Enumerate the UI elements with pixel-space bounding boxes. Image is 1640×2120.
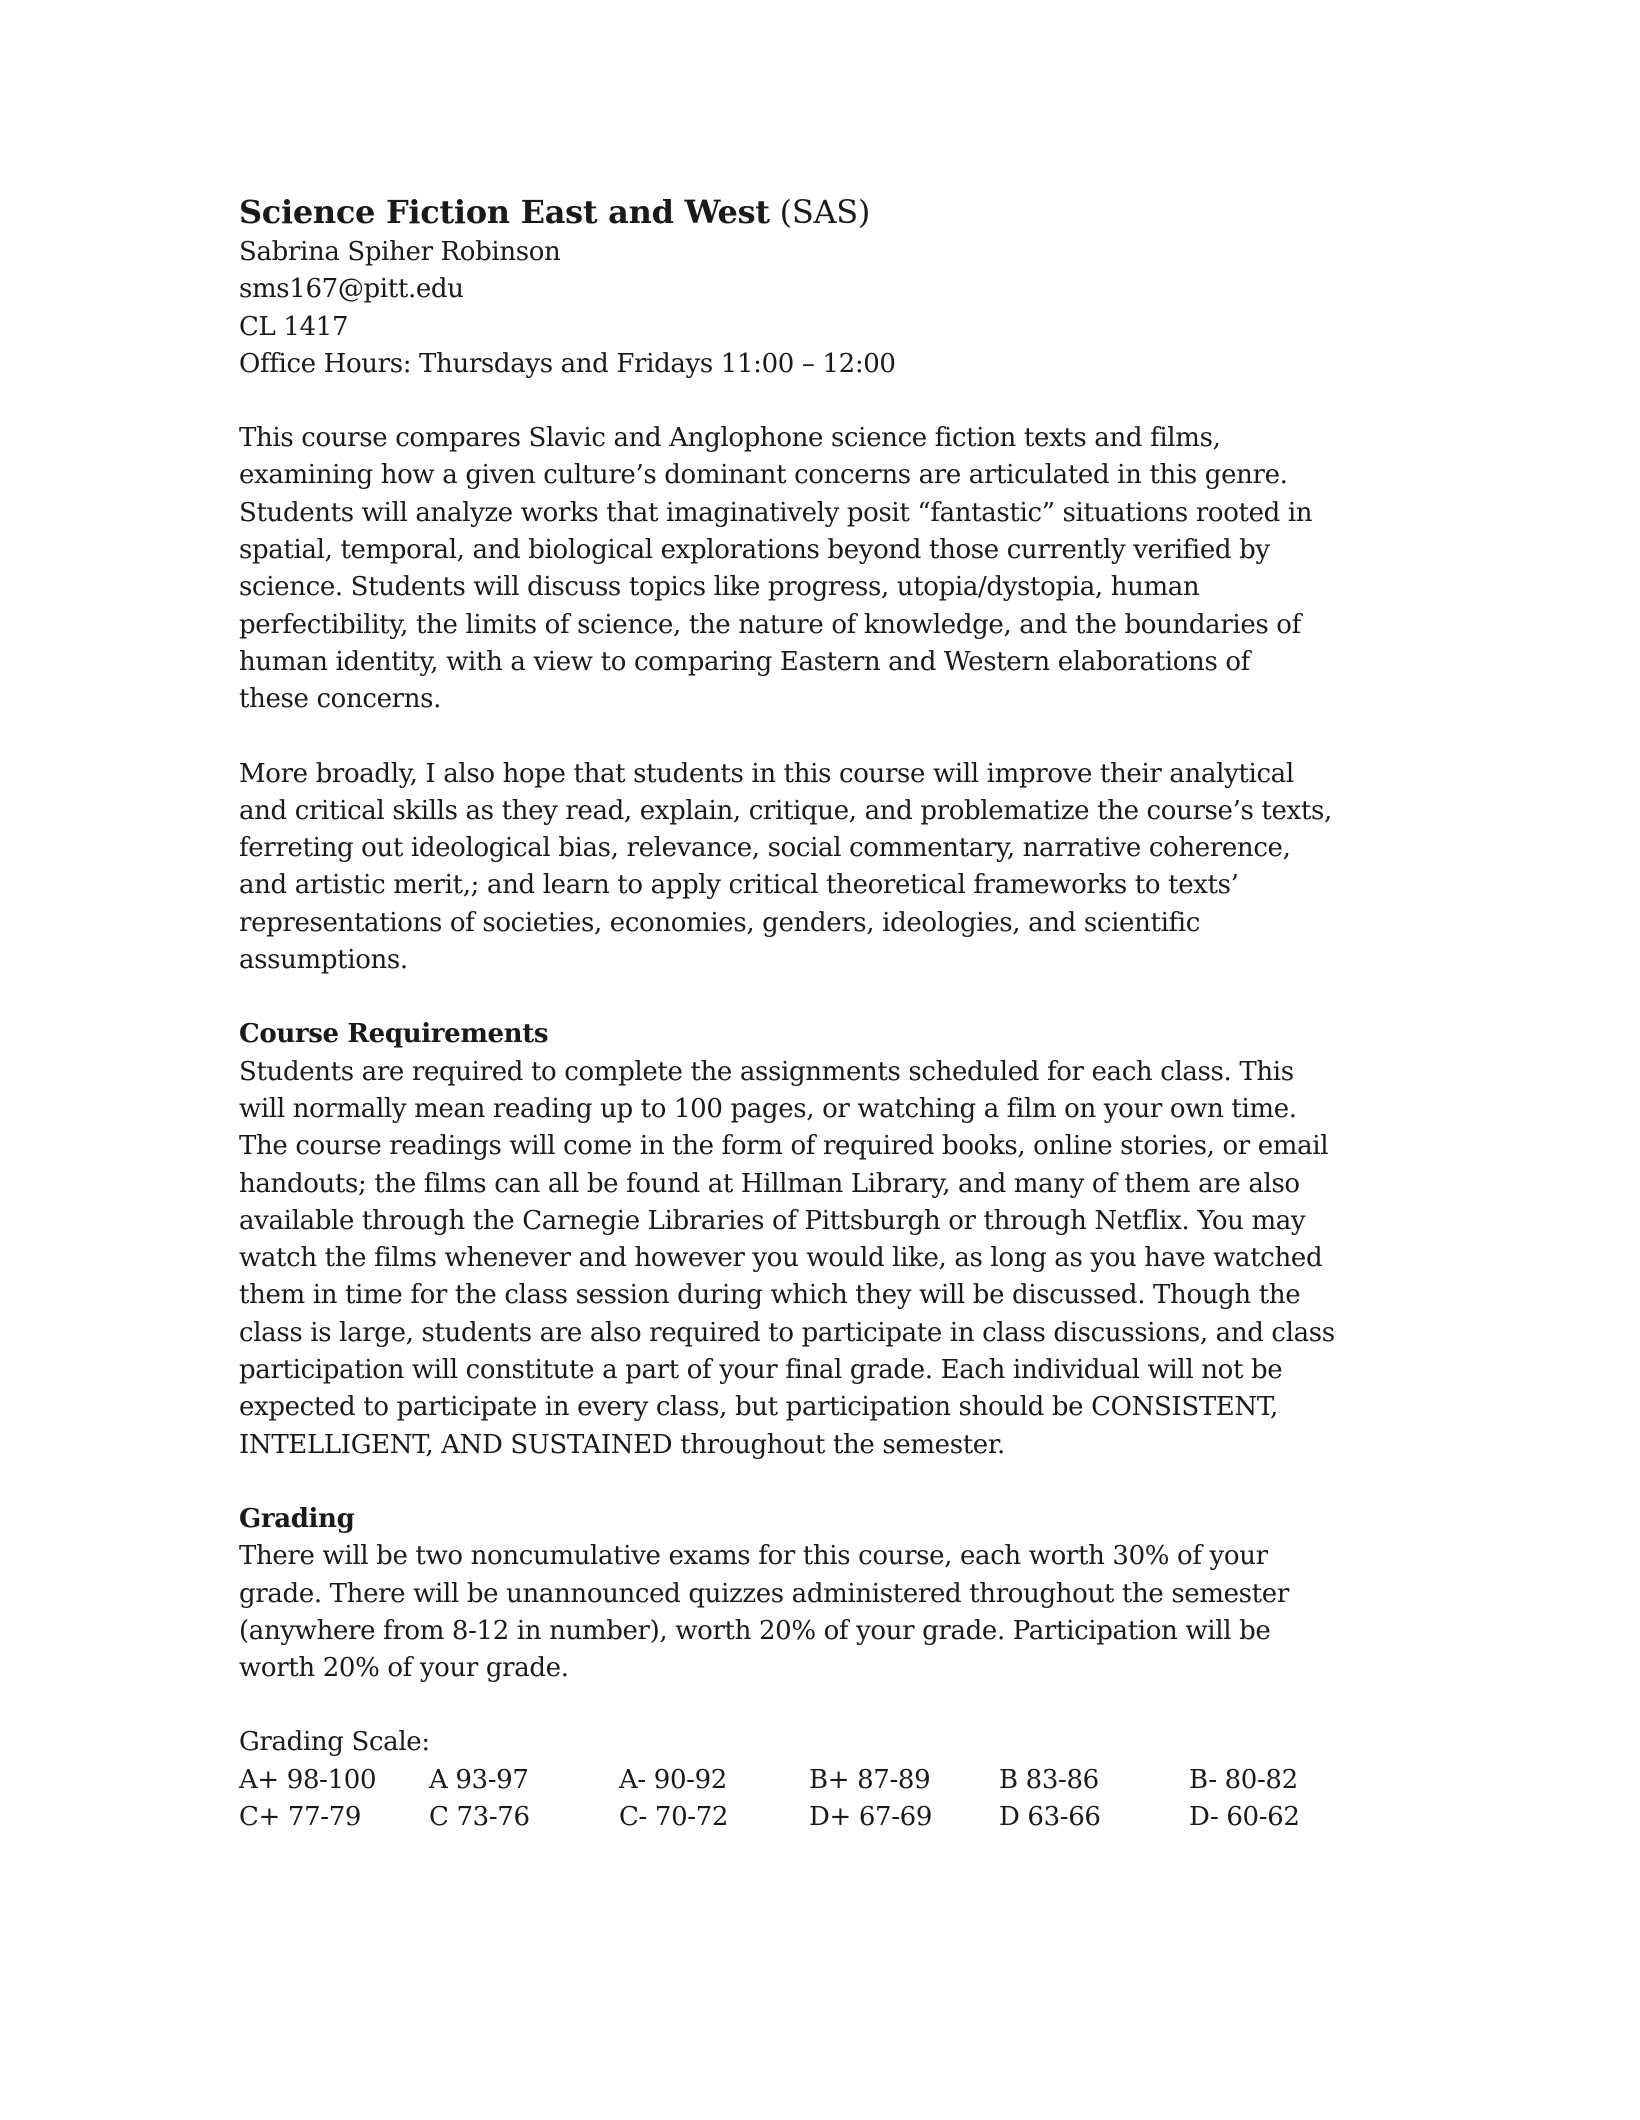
- paragraph-line: and critical skills as they read, explain, critique, and problematize the course’s texts,: [239, 795, 1332, 826]
- paragraph-line: them in time for the class session during which they will be discussed. Though the: [239, 1280, 1301, 1311]
- paragraph-line: expected to participate in every class, but participation should be CONSISTENT,: [239, 1392, 1278, 1423]
- paragraph-line: This course compares Slavic and Anglophone science fiction texts and films,: [239, 423, 1221, 454]
- intro-paragraph: [239, 420, 1389, 718]
- paragraph-line: assumptions.: [239, 945, 408, 976]
- paragraph-line: class is large, students are also required to participate in class discussions, and class: [239, 1317, 1335, 1348]
- grade-range: D- 60-62: [1189, 1801, 1300, 1832]
- instructor-email: sms167@pitt.edu: [239, 274, 464, 305]
- grade-range: D+ 67-69: [809, 1801, 933, 1832]
- paragraph-line: ferreting out ideological bias, relevance, social commentary, narrative coherence,: [239, 833, 1291, 864]
- paragraph-line: and artistic merit,; and learn to apply critical theoretical frameworks to texts’: [239, 870, 1239, 901]
- grading-section: [239, 1501, 1389, 1687]
- paragraph-line: these concerns.: [239, 684, 442, 715]
- paragraph-line: science. Students will discuss topics like progress, utopia/dystopia, human: [239, 572, 1200, 603]
- grade-range: B- 80-82: [1189, 1764, 1298, 1795]
- grading-scale-row: [239, 1799, 1389, 1836]
- grading-scale: [239, 1724, 1389, 1836]
- instructor-name: Sabrina Spiher Robinson: [239, 237, 561, 267]
- paragraph-line: More broadly, I also hope that students in this course will improve their analytical: [239, 758, 1294, 789]
- requirements-section: [239, 1016, 1389, 1464]
- paragraph-line: watch the films whenever and however you would like, as long as you have watched: [239, 1243, 1323, 1274]
- paragraph-line: worth 20% of your grade.: [239, 1653, 569, 1684]
- grade-range: B 83-86: [999, 1764, 1099, 1795]
- paragraph-line: handouts; the films can all be found at Hillman Library, and many of them are also: [239, 1168, 1300, 1199]
- paragraph-line: (anywhere from 8-12 in number), worth 20% of your grade. Participation will be: [239, 1615, 1271, 1646]
- course-title: [239, 190, 1389, 234]
- paragraph-line: will normally mean reading up to 100 pages, or watching a film on your own time.: [239, 1093, 1297, 1124]
- paragraph-line: participation will constitute a part of your final grade. Each individual will not be: [239, 1355, 1283, 1386]
- paragraph-line: representations of societies, economies, genders, ideologies, and scientific: [239, 907, 1200, 938]
- grading-scale-label: Grading Scale:: [239, 1727, 430, 1758]
- paragraph-line: There will be two noncumulative exams for this course, each worth 30% of your: [239, 1541, 1268, 1572]
- syllabus-page: [239, 190, 1389, 1836]
- goals-paragraph: [239, 756, 1389, 980]
- paragraph-line: Students are required to complete the assignments scheduled for each class. This: [239, 1056, 1294, 1087]
- course-title-main: Science Fiction East and West: [239, 193, 770, 231]
- grade-range: C+ 77-79: [239, 1801, 362, 1832]
- paragraph-line: grade. There will be unannounced quizzes administered throughout the semester: [239, 1578, 1289, 1609]
- grade-range: C 73-76: [429, 1801, 530, 1832]
- paragraph-line: available through the Carnegie Libraries of Pittsburgh or through Netflix. You may: [239, 1205, 1306, 1236]
- requirements-heading: Course Requirements: [239, 1019, 549, 1050]
- paragraph-line: examining how a given culture’s dominant concerns are articulated in this genre.: [239, 460, 1288, 491]
- paragraph-line: spatial, temporal, and biological explorations beyond those currently verified by: [239, 535, 1270, 566]
- paragraph-line: The course readings will come in the form of required books, online stories, or email: [239, 1131, 1329, 1162]
- grading-scale-row: [239, 1762, 1389, 1799]
- grading-heading: Grading: [239, 1503, 355, 1534]
- office-location: CL 1417: [239, 311, 349, 342]
- paragraph-line: Students will analyze works that imaginatively posit “fantastic” situations rooted in: [239, 497, 1313, 528]
- office-hours: Office Hours: Thursdays and Fridays 11:00 – 12:00: [239, 348, 896, 379]
- grade-range: D 63-66: [999, 1801, 1101, 1832]
- grade-range: A+ 98-100: [239, 1764, 377, 1795]
- grade-range: A- 90-92: [619, 1764, 727, 1795]
- paragraph-line: human identity, with a view to comparing Eastern and Western elaborations of: [239, 646, 1250, 677]
- course-title-suffix: (SAS): [769, 193, 871, 231]
- grade-range: A 93-97: [429, 1764, 529, 1795]
- grade-range: B+ 87-89: [809, 1764, 931, 1795]
- header-block: [239, 190, 1389, 383]
- paragraph-line: perfectibility, the limits of science, the nature of knowledge, and the boundaries of: [239, 609, 1301, 640]
- grade-range: C- 70-72: [619, 1801, 729, 1832]
- paragraph-line: INTELLIGENT, AND SUSTAINED throughout the semester.: [239, 1429, 1005, 1460]
